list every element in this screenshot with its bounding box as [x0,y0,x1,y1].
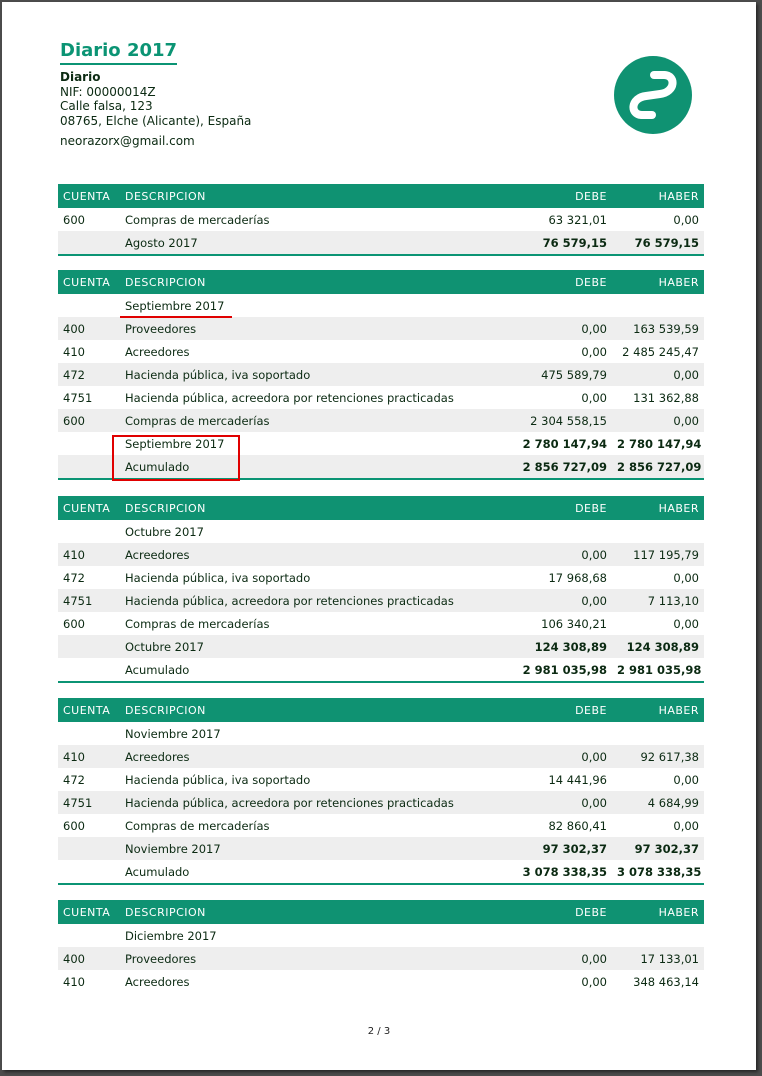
table-row-accumulated [58,658,704,682]
cell-haber: 0,00 [673,772,699,787]
company-info [60,70,251,128]
cell-cuenta: 600 [63,818,85,833]
col-header-cuenta: CUENTA [58,900,120,924]
col-header-cuenta: CUENTA [58,698,120,722]
table-row [58,386,704,409]
cell-debe: 82 860,41 [548,818,607,833]
col-header-descripcion: DESCRIPCION [120,270,500,294]
col-header-descripcion: DESCRIPCION [120,184,500,208]
table-row [58,612,704,635]
table-header-row [58,900,704,924]
cell-cuenta [58,722,120,745]
cell-debe: 0,00 [581,390,607,405]
cell-descripcion: Octubre 2017 [125,524,204,539]
cell-haber: 124 308,89 [612,635,704,658]
cell-debe: 0,00 [500,791,612,814]
cell-haber: 0,00 [673,818,699,833]
cell-cuenta [58,635,120,658]
table-row-month-heading [58,722,704,745]
cell-debe: 97 302,37 [500,837,612,860]
cell-haber: 76 579,15 [612,231,704,255]
cell-cuenta: 600 [63,616,85,631]
cell-descripcion: Octubre 2017 [120,635,500,658]
table-header-row [58,184,704,208]
cell-haber: 117 195,79 [612,543,704,566]
col-header-cuenta: CUENTA [58,270,120,294]
cell-descripcion: Septiembre 2017 [125,298,225,313]
table-row [58,363,704,386]
col-header-descripcion: DESCRIPCION [120,698,500,722]
cell-cuenta [58,231,120,255]
cell-debe: 0,00 [500,745,612,768]
table-row [58,791,704,814]
cell-haber: 0,00 [673,616,699,631]
cell-haber: 0,00 [612,363,704,386]
cell-descripcion: Acumulado [120,455,500,479]
table-row-month-heading [58,924,704,947]
col-header-debe: DEBE [500,184,612,208]
cell-cuenta: 400 [58,317,120,340]
company-email: neorazorx@gmail.com [60,134,195,148]
cell-debe: 475 589,79 [500,363,612,386]
cell-descripcion: Acreedores [125,344,190,359]
cell-cuenta: 472 [58,363,120,386]
cell-debe: 2 856 727,09 [500,455,612,479]
col-header-haber: HABER [612,900,704,924]
cell-cuenta: 410 [58,543,120,566]
col-header-haber: HABER [612,496,704,520]
journal-table-diciembre [58,900,704,993]
table-header-row [58,698,704,722]
cell-haber: 163 539,59 [612,317,704,340]
cell-debe: 124 308,89 [500,635,612,658]
cell-descripcion: Acreedores [120,745,500,768]
cell-descripcion: Hacienda pública, iva soportado [125,772,311,787]
cell-descripcion: Proveedores [120,317,500,340]
table-row-total [58,837,704,860]
cell-haber: 17 133,01 [612,947,704,970]
cell-cuenta: 400 [58,947,120,970]
col-header-cuenta: CUENTA [58,184,120,208]
cell-haber: 2 981 035,98 [617,662,702,677]
cell-debe: 0,00 [500,947,612,970]
cell-descripcion: Acreedores [120,543,500,566]
table-row [58,814,704,837]
cell-cuenta: 410 [63,974,85,989]
cell-descripcion: Agosto 2017 [120,231,500,255]
cell-debe: 0,00 [500,589,612,612]
cell-debe: 2 981 035,98 [522,662,607,677]
cell-haber: 131 362,88 [633,390,699,405]
cell-cuenta [58,658,120,682]
cell-cuenta: 410 [63,344,85,359]
col-header-debe: DEBE [500,698,612,722]
cell-cuenta [58,520,120,543]
table-header-row [58,270,704,294]
company-name: Diario [60,70,101,84]
cell-descripcion: Compras de mercaderías [125,818,270,833]
cell-haber: 7 113,10 [612,589,704,612]
table-row-accumulated [58,860,704,884]
cell-haber: 2 485 245,47 [622,344,699,359]
table-row [58,208,704,231]
table-row [58,970,704,993]
cell-descripcion: Noviembre 2017 [125,726,221,741]
cell-cuenta: 4751 [58,589,120,612]
company-address-line1: Calle falsa, 123 [60,99,153,113]
col-header-haber: HABER [612,270,704,294]
col-header-cuenta: CUENTA [58,496,120,520]
cell-cuenta: 472 [63,772,85,787]
company-nif: NIF: 00000014Z [60,84,156,99]
cell-cuenta: 410 [58,745,120,768]
red-underline-annotation [120,316,232,318]
cell-cuenta: 600 [58,409,120,432]
cell-debe: 17 968,68 [548,570,607,585]
page-title: Diario 2017 [60,40,177,65]
cell-haber: 3 078 338,35 [617,864,702,879]
cell-debe: 76 579,15 [500,231,612,255]
red-box-annotation [112,435,240,481]
cell-cuenta: 472 [63,570,85,585]
cell-haber [612,924,704,947]
table-row [58,409,704,432]
cell-debe: 0,00 [500,543,612,566]
cell-descripcion: Compras de mercaderías [125,616,270,631]
cell-descripcion: Septiembre 2017 [125,436,225,451]
cell-debe: 3 078 338,35 [522,864,607,879]
cell-cuenta [58,455,120,479]
cell-haber: 0,00 [673,570,699,585]
cell-haber: 92 617,38 [612,745,704,768]
col-header-debe: DEBE [500,496,612,520]
table-row-total [58,231,704,255]
cell-debe: 2 304 558,15 [500,409,612,432]
table-row [58,543,704,566]
table-row-month-heading [58,294,704,317]
table-row [58,589,704,612]
cell-debe: 0,00 [500,317,612,340]
company-address-line2: 08765, Elche (Alicante), España [60,113,252,128]
cell-cuenta [58,294,120,317]
cell-haber: 0,00 [673,212,699,227]
cell-haber [612,294,704,317]
table-row-total [58,635,704,658]
cell-descripcion: Acumulado [125,864,190,879]
cell-cuenta: 4751 [63,390,93,405]
cell-descripcion: Proveedores [120,947,500,970]
cell-haber [612,722,704,745]
cell-debe: 0,00 [581,344,607,359]
cell-haber: 2 780 147,94 [617,436,702,451]
cell-descripcion: Hacienda pública, acreedora por retenciones practicadas [120,589,500,612]
journal-table-agosto [58,184,704,256]
cell-haber: 348 463,14 [633,974,699,989]
cell-debe [500,722,612,745]
col-header-haber: HABER [612,698,704,722]
table-row [58,566,704,589]
cell-debe [500,924,612,947]
cell-debe: 63 321,01 [548,212,607,227]
table-row [58,340,704,363]
cell-cuenta [58,924,120,947]
cell-haber: 97 302,37 [612,837,704,860]
cell-descripcion: Acumulado [125,662,190,677]
cell-haber [612,520,704,543]
table-row [58,947,704,970]
cell-debe: 14 441,96 [548,772,607,787]
table-row-month-heading [58,520,704,543]
cell-descripcion: Hacienda pública, acreedora por retenciones practicadas [125,390,454,405]
cell-haber: 0,00 [612,409,704,432]
journal-table-octubre [58,496,704,683]
table-row [58,768,704,791]
col-header-debe: DEBE [500,900,612,924]
cell-debe: 2 780 147,94 [522,436,607,451]
cell-debe [500,294,612,317]
cell-descripcion: Hacienda pública, acreedora por retenciones practicadas [120,791,500,814]
cell-cuenta [58,860,120,884]
cell-debe: 106 340,21 [541,616,607,631]
journal-table-noviembre [58,698,704,885]
table-header-row [58,496,704,520]
cell-descripcion: Noviembre 2017 [120,837,500,860]
cell-cuenta [58,837,120,860]
cell-cuenta [58,432,120,455]
cell-haber: 4 684,99 [612,791,704,814]
cell-descripcion: Acreedores [125,974,190,989]
cell-cuenta: 600 [63,212,85,227]
document-page [2,2,756,1070]
col-header-haber: HABER [612,184,704,208]
cell-haber: 2 856 727,09 [612,455,704,479]
table-row [58,317,704,340]
cell-descripcion: Compras de mercaderías [125,212,270,227]
cell-debe: 0,00 [581,974,607,989]
col-header-debe: DEBE [500,270,612,294]
cell-descripcion: Compras de mercaderías [120,409,500,432]
col-header-descripcion: DESCRIPCION [120,496,500,520]
table-row [58,745,704,768]
cell-descripcion: Hacienda pública, iva soportado [120,363,500,386]
cell-descripcion: Hacienda pública, iva soportado [125,570,311,585]
cell-debe [500,520,612,543]
cell-descripcion: Diciembre 2017 [125,928,217,943]
cell-cuenta: 4751 [58,791,120,814]
page-number: 2 / 3 [367,1026,391,1037]
col-header-descripcion: DESCRIPCION [120,900,500,924]
s-logo-icon [614,56,692,134]
